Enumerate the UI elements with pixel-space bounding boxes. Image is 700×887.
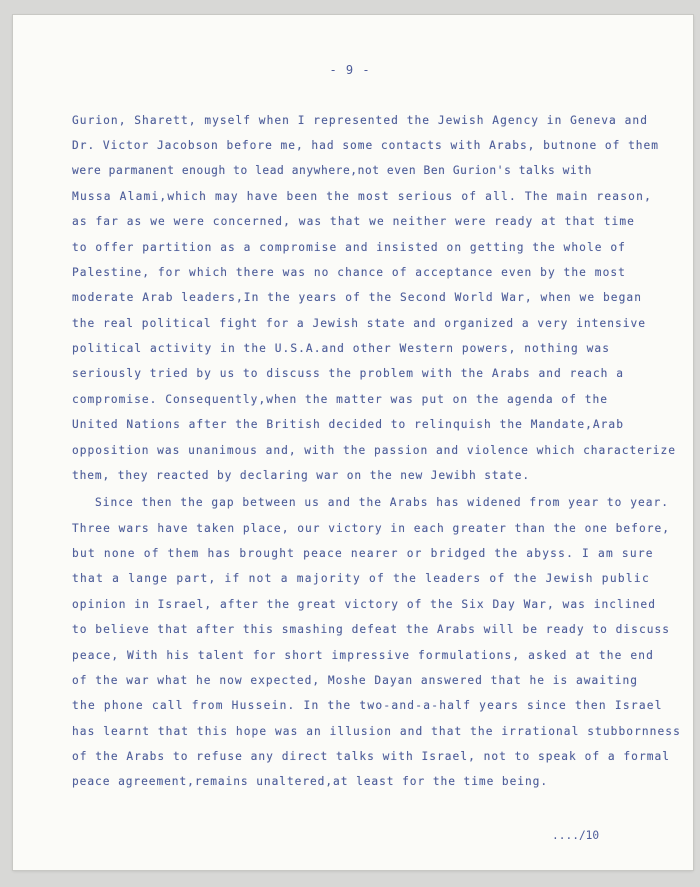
text-line: Dr. Victor Jacobson before me, had some contacts with Arabs, butnone of them [72,139,659,152]
text-line: opposition was unanimous and, with the passion and violence which characterize [72,444,676,457]
text-line: United Nations after the British decided to relinquish the Mandate,Arab [72,418,624,431]
text-line: of the Arabs to refuse any direct talks with Israel, not to speak of a formal [72,750,671,763]
text-line: political activity in the U.S.A.and other Western powers, nothing was [72,342,611,355]
text-line: but none of them has brought peace nearer or bridged the abyss. I am sure [72,547,654,560]
text-line: Gurion, Sharett, myself when I represented the Jewish Agency in Geneva and [72,114,648,127]
text-line: Three wars have taken place, our victory in each greater than the one before, [72,522,671,535]
text-line: to offer partition as a compromise and insisted on getting the whole of [72,241,626,254]
text-line: Since then the gap between us and the Arabs has widened from year to year. [95,496,669,509]
text-line: peace, With his talent for short impressive formulations, asked at the end [72,649,654,662]
text-line: Mussa Alami,which may have been the most serious of all. The main reason, [72,190,653,203]
text-line: compromise. Consequently,when the matter was put on the agenda of the [72,393,609,406]
text-line: them, they reacted by declaring war on the new Jewibh state. [72,469,531,482]
text-line: Palestine, for which there was no chance of acceptance even by the most [72,266,626,279]
text-line: seriously tried by us to discuss the problem with the Arabs and reach a [72,367,624,380]
text-line: the real political fight for a Jewish state and organized a very intensive [72,317,646,330]
text-line: of the war what he now expected, Moshe Dayan answered that he is awaiting [72,674,639,687]
text-line: has learnt that this hope was an illusion and that the irrational stubbornness [72,725,681,738]
text-line: that a lange part, if not a majority of the leaders of the Jewish public [72,572,650,585]
text-line: moderate Arab leaders,In the years of the Second World War, when we began [72,291,643,304]
text-line: to believe that after this smashing defeat the Arabs will be ready to discuss [72,623,671,636]
continuation-marker: ..../10 [552,829,600,842]
text-line: peace agreement,remains unaltered,at least for the time being. [72,775,549,788]
text-line: as far as we were concerned, was that we neither were ready at that time [72,215,635,228]
text-line: were parmanent enough to lead anywhere,not even Ben Gurion's talks with [72,164,592,177]
page-number: - 9 - [329,63,371,77]
text-line: opinion in Israel, after the great victory of the Six Day War, was inclined [72,598,656,611]
text-line: the phone call from Hussein. In the two-and-a-half years since then Israel [72,699,663,712]
